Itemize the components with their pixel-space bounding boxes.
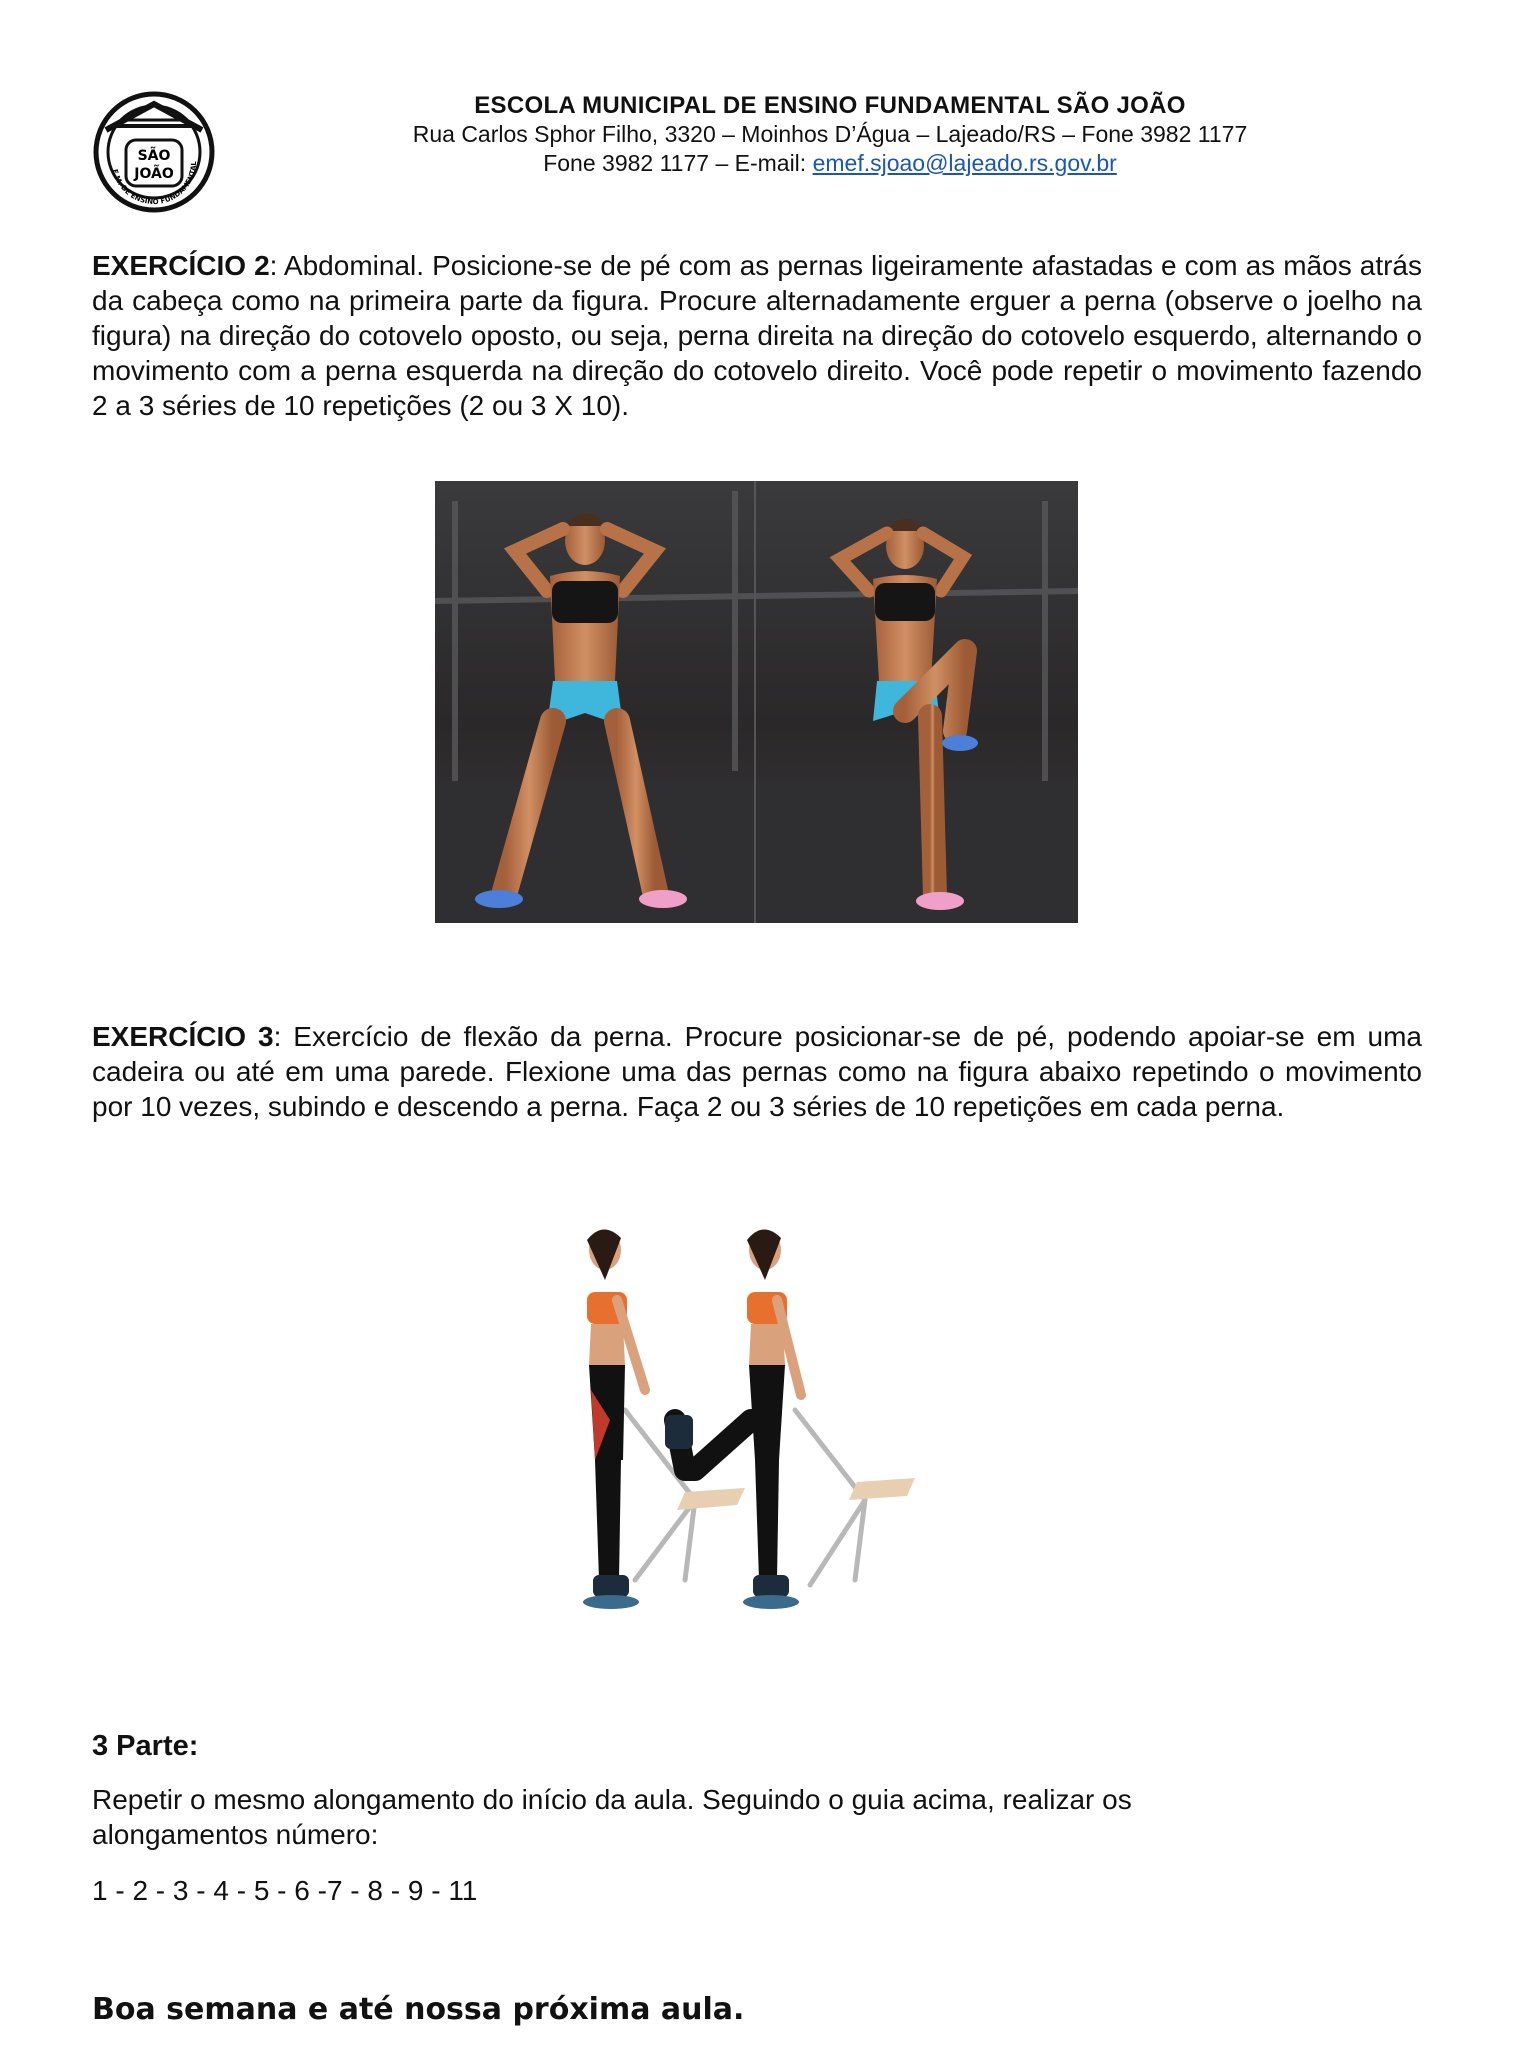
exercise-2-text: : Abdominal. Posicione-se de pé com as pernas ligeiramente afastadas e com as mãos atrás da cabeça como na primeira parte da figura. Procure alternadamente erguer a perna (observe o joelho na figura) na direção do cotovelo oposto, ou seja, perna direita na direção do cotovelo esquerdo, alternando o movimento com a perna esquerda na direção do cotovelo direito. Você pode repetir o movimento fazendo 2 a 3 séries de 10 repetições (2 ou 3 X 10). [92,250,1422,421]
stretch-sequence: 1 - 2 - 3 - 4 - 5 - 6 -7 - 8 - 9 - 11 [92,1875,478,1906]
leg-curl-illustration [565,1220,945,1620]
exercise-2-paragraph [92,248,1422,423]
exercise-3-text: : Exercício de flexão da perna. Procure posicionar-se de pé, podendo apoiar-se em uma cadeira ou até em uma parede. Flexione uma das pernas como na figura abaixo repetindo o movimento por 10 vezes, subindo e descendo a perna. Faça 2 ou 3 séries de 10 repetições em cada perna. [92,1021,1422,1122]
exercise-3-paragraph [92,1019,1422,1124]
school-name: ESCOLA MUNICIPAL DE ENSINO FUNDAMENTAL SÃO JOÃO [474,92,1186,119]
part-3-title: 3 Parte: [92,1730,199,1762]
exercise-2-label: EXERCÍCIO 2 [92,250,270,281]
contact-prefix: Fone 3982 1177 – E-mail: [543,150,813,176]
closing-message: Boa semana e até nossa próxima aula. [92,1992,745,2027]
logo-text-bottom: JOÃO [134,166,174,182]
exercise-3-label: EXERCÍCIO 3 [92,1021,274,1052]
email-link[interactable]: emef.sjoao@lajeado.rs.gov.br [812,150,1117,176]
logo-ring-text: E.M. DE ENSINO FUNDAMENTAL [110,161,199,207]
abdominal-exercise-photo [435,481,1078,923]
school-address: Rua Carlos Sphor Filho, 3320 – Moinhos D’Água – Lajeado/RS – Fone 3982 1177 [412,121,1248,147]
school-logo [92,90,216,214]
school-contact [330,150,1330,177]
part-3-text: Repetir o mesmo alongamento do início da aula. Seguindo o guia acima, realizar os alongamentos número: [92,1784,1132,1850]
logo-text-top: SÃO [137,148,171,164]
